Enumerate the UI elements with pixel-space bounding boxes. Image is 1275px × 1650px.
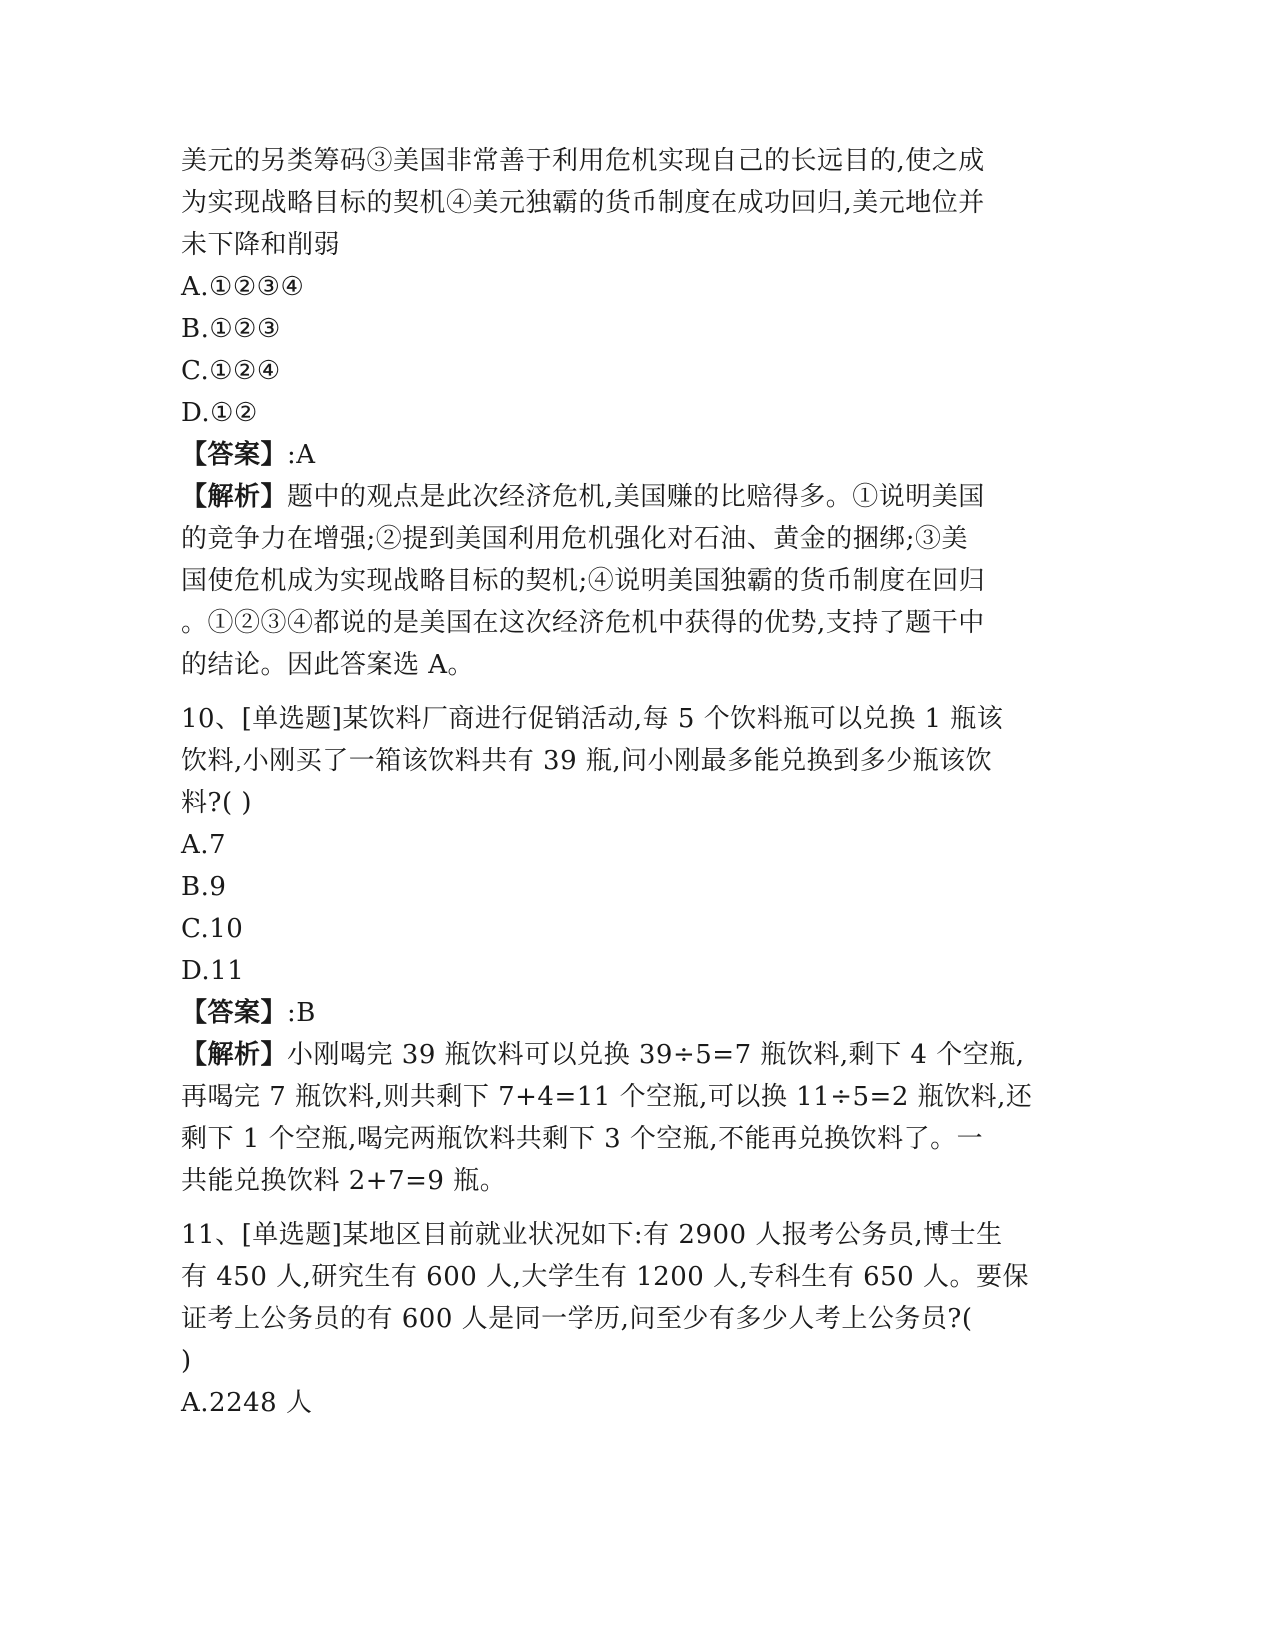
spacer — [181, 1202, 1081, 1214]
analysis-line — [181, 476, 1081, 518]
stem-line: 为实现战略目标的契机④美元独霸的货币制度在成功回归,美元地位并 — [181, 188, 985, 218]
analysis-line: 。①②③④都说的是美国在这次经济危机中获得的优势,支持了题干中 — [181, 608, 985, 638]
analysis-line: 剩下 1 个空瓶,喝完两瓶饮料共剩下 3 个空瓶,不能再兑换饮料了。一 — [181, 1124, 984, 1154]
spacer — [181, 686, 1081, 698]
stem-line: 料?( ) — [181, 788, 252, 818]
question-10 — [181, 698, 1081, 1202]
option-a: A.2248 人 — [181, 1388, 313, 1418]
analysis-line — [181, 1034, 1081, 1076]
question-11 — [181, 1214, 1081, 1424]
stem-line: 美元的另类筹码③美国非常善于利用危机实现自己的长远目的,使之成 — [181, 146, 985, 176]
answer-line — [181, 434, 1081, 476]
analysis-line: 的竞争力在增强;②提到美国利用危机强化对石油、黄金的捆绑;③美 — [181, 524, 969, 554]
answer-tag: 【答案】 — [181, 998, 288, 1028]
stem-line: 未下降和削弱 — [181, 230, 341, 260]
option-d: D.①② — [181, 398, 258, 428]
option-c: C.①②④ — [181, 356, 281, 386]
stem-line: 饮料,小刚买了一箱该饮料共有 39 瓶,问小刚最多能兑换到多少瓶该饮 — [181, 746, 993, 776]
document-page — [181, 140, 1081, 1424]
analysis-line: 再喝完 7 瓶饮料,则共剩下 7+4=11 个空瓶,可以换 11÷5=2 瓶饮料,还 — [181, 1082, 1033, 1112]
stem-line: 有 450 人,研究生有 600 人,大学生有 1200 人,专科生有 650 人。要保 — [181, 1262, 1029, 1292]
analysis-text: 题中的观点是此次经济危机,美国赚的比赔得多。①说明美国 — [287, 482, 985, 512]
analysis-tag: 【解析】 — [181, 482, 288, 512]
option-d: D.11 — [181, 956, 245, 986]
analysis-text: 小刚喝完 39 瓶饮料可以兑换 39÷5=7 瓶饮料,剩下 4 个空瓶, — [287, 1040, 1025, 1070]
answer-value: :B — [287, 998, 316, 1028]
analysis-line: 共能兑换饮料 2+7=9 瓶。 — [181, 1166, 507, 1196]
question-continuation — [181, 140, 1081, 686]
stem-line: 10、[单选题]某饮料厂商进行促销活动,每 5 个饮料瓶可以兑换 1 瓶该 — [181, 704, 1004, 734]
analysis-line: 的结论。因此答案选 A。 — [181, 650, 475, 680]
answer-tag: 【答案】 — [181, 440, 288, 470]
option-b: B.①②③ — [181, 314, 281, 344]
answer-line — [181, 992, 1081, 1034]
option-b: B.9 — [181, 872, 227, 902]
option-c: C.10 — [181, 914, 244, 944]
option-a: A.①②③④ — [181, 272, 305, 302]
stem-line: 证考上公务员的有 600 人是同一学历,问至少有多少人考上公务员?( — [181, 1304, 973, 1334]
analysis-line: 国使危机成为实现战略目标的契机;④说明美国独霸的货币制度在回归 — [181, 566, 986, 596]
option-a: A.7 — [181, 830, 227, 860]
analysis-tag: 【解析】 — [181, 1040, 288, 1070]
stem-line: 11、[单选题]某地区目前就业状况如下:有 2900 人报考公务员,博士生 — [181, 1220, 1003, 1250]
answer-value: :A — [287, 440, 316, 470]
stem-line: ) — [181, 1346, 192, 1376]
